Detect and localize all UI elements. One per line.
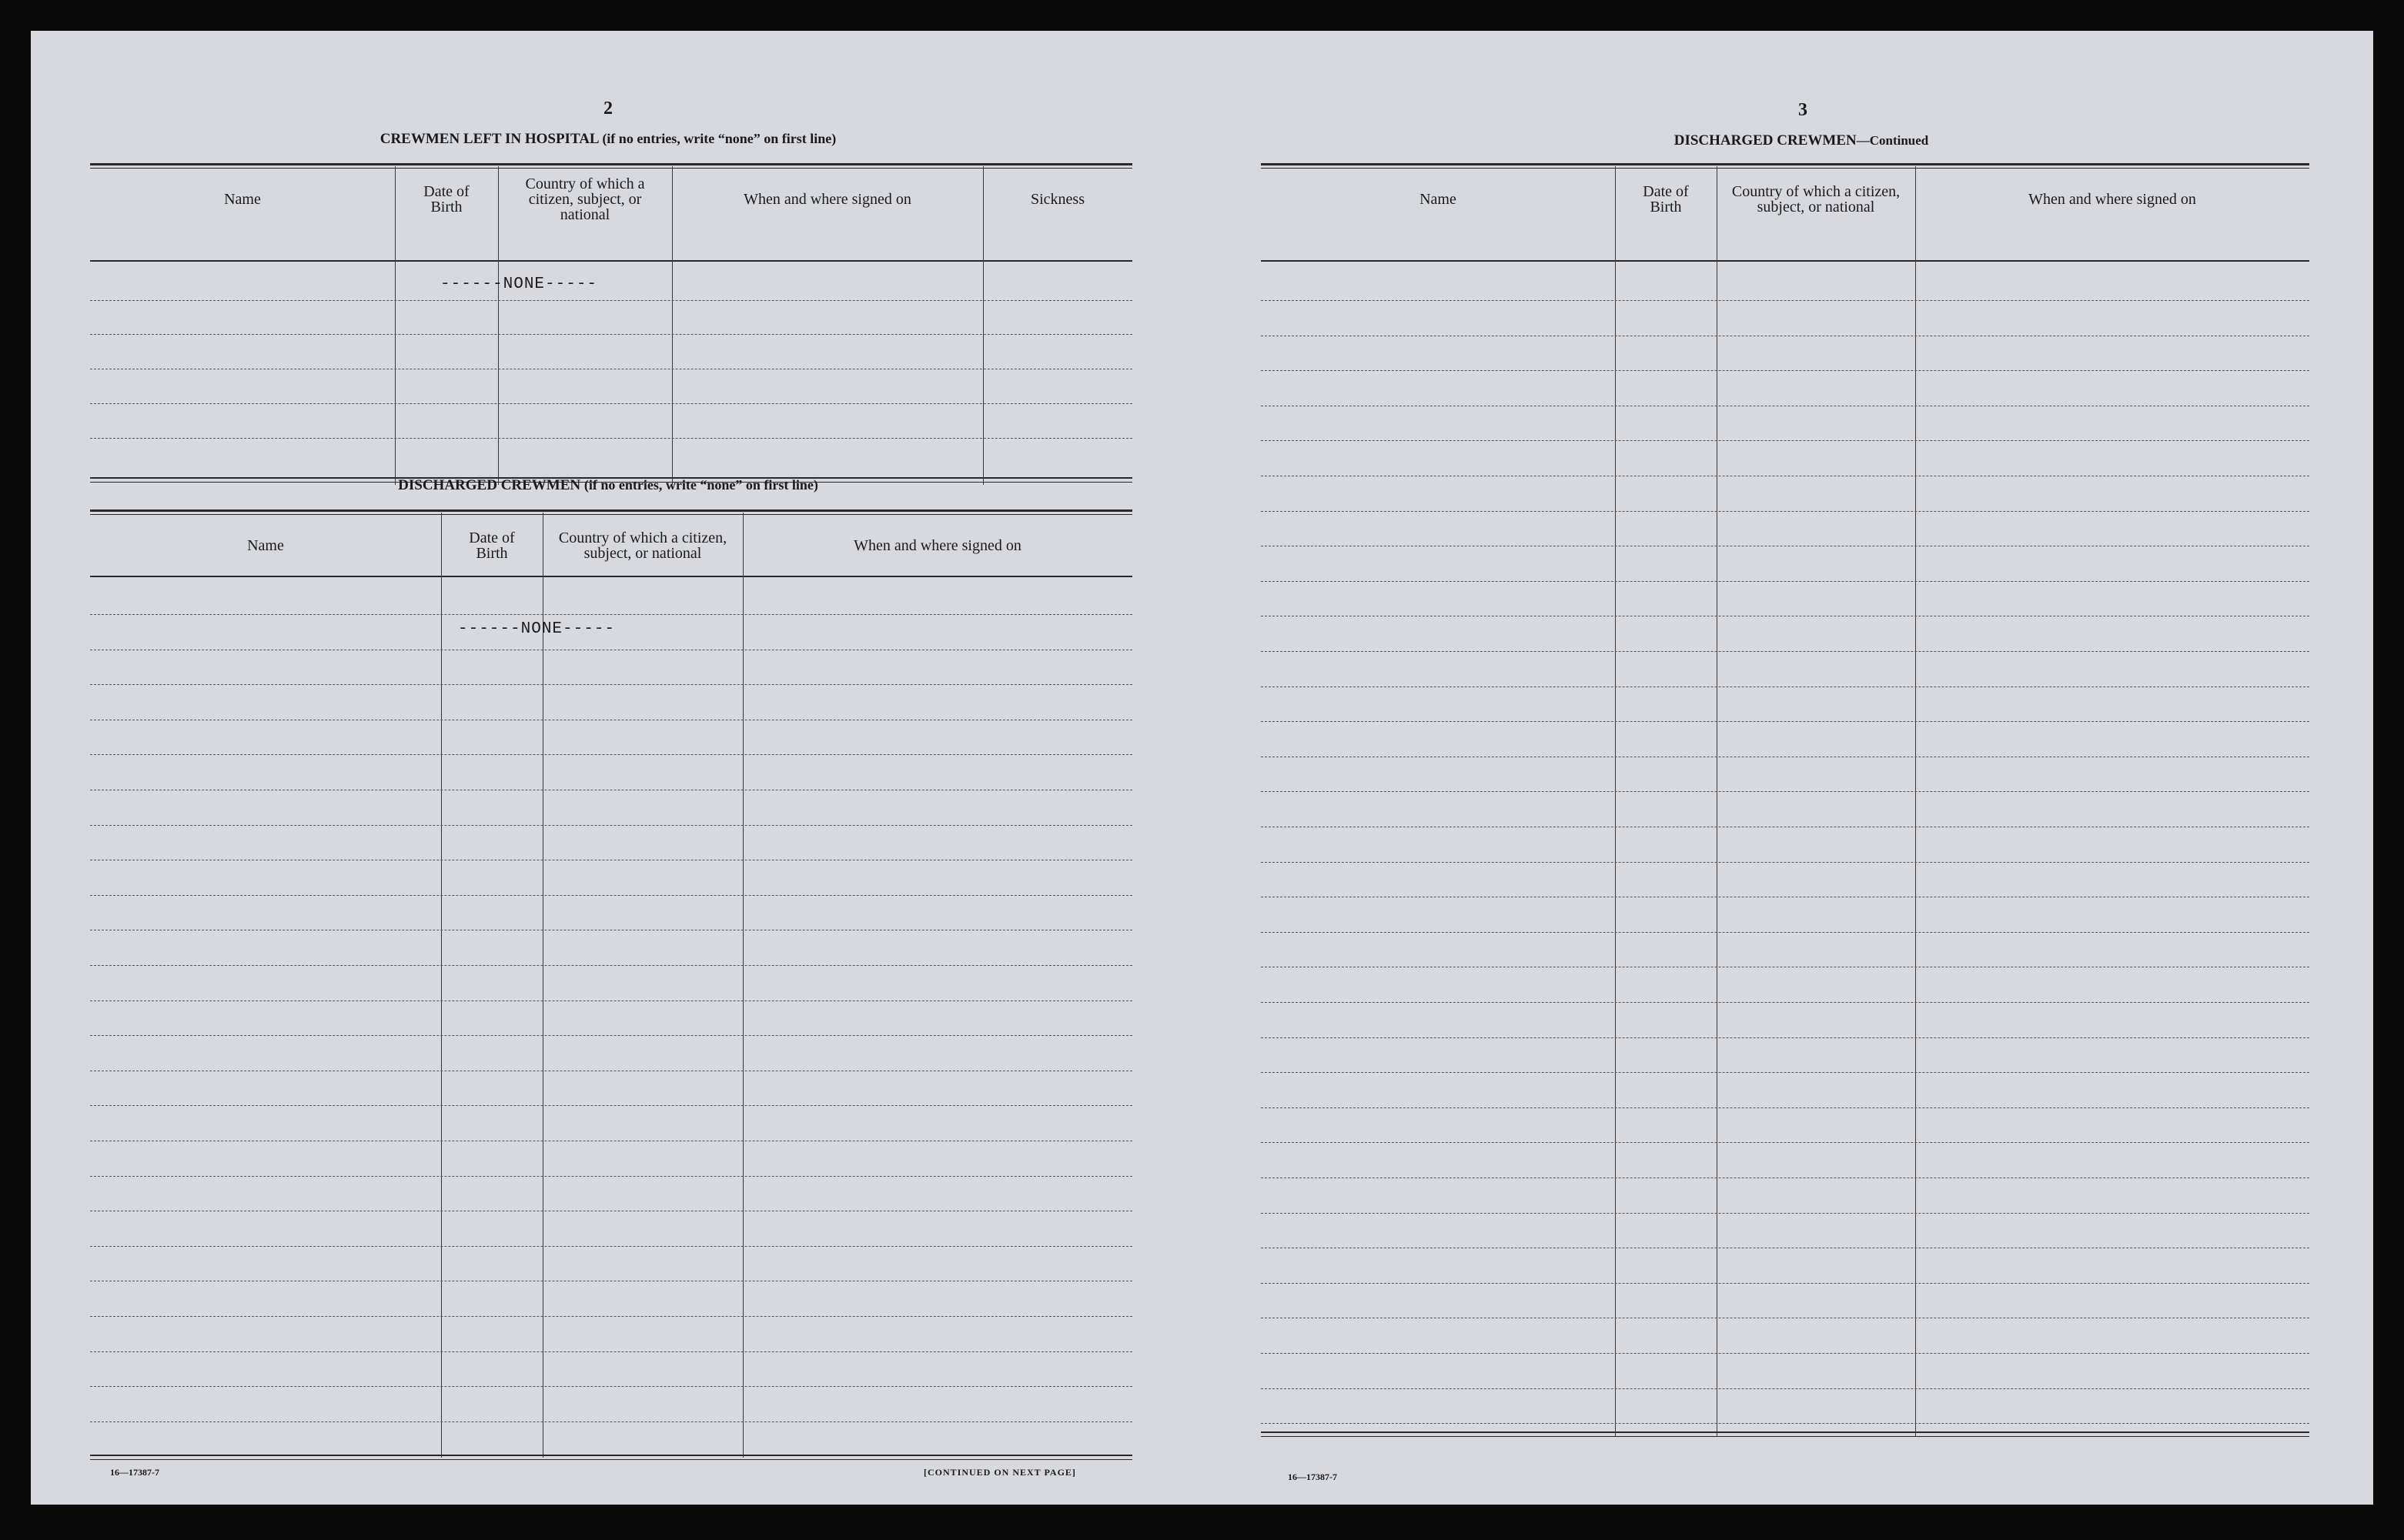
row-rule bbox=[1261, 651, 2309, 652]
hospital-title-note: (if no entries, write “none” on first line) bbox=[602, 131, 837, 146]
column-header-name: Name bbox=[247, 537, 284, 554]
column-divider bbox=[1615, 166, 1616, 1436]
table-bottom-rule bbox=[90, 1455, 1132, 1456]
document-paper bbox=[31, 31, 2373, 1505]
continued-title-text: DISCHARGED CREWMEN bbox=[1673, 132, 1857, 149]
row-rule bbox=[1261, 1283, 2309, 1284]
row-rule bbox=[1261, 511, 2309, 512]
column-divider bbox=[983, 166, 984, 485]
row-rule bbox=[1261, 1423, 2309, 1424]
column-header-name: Name bbox=[224, 191, 261, 208]
discharged-title-note: (if no entries, write “none” on first line) bbox=[583, 477, 818, 493]
row-rule bbox=[90, 334, 1132, 335]
discharged-title-text: DISCHARGED CREWMEN bbox=[398, 477, 581, 493]
row-rule bbox=[90, 1000, 1132, 1001]
typed-entry-none: ------NONE----- bbox=[440, 276, 598, 293]
row-rule bbox=[90, 965, 1132, 966]
discharged-continued-title bbox=[1278, 132, 2325, 149]
header-bottom-rule bbox=[90, 260, 1132, 262]
row-rule bbox=[90, 1351, 1132, 1352]
column-divider bbox=[1915, 166, 1916, 1436]
form-number: 16—17387-7 bbox=[110, 1467, 159, 1478]
column-divider bbox=[672, 166, 673, 485]
row-rule bbox=[90, 300, 1132, 301]
row-rule bbox=[1261, 862, 2309, 863]
column-header-sickness: Sickness bbox=[1031, 191, 1085, 208]
row-rule bbox=[1261, 440, 2309, 441]
table-bottom-rule bbox=[1261, 1436, 2309, 1437]
row-rule bbox=[90, 825, 1132, 826]
row-rule bbox=[1261, 1353, 2309, 1354]
column-header-country: Country of which a citizen, subject, or national bbox=[1731, 183, 1901, 215]
column-header-signed-on: When and where signed on bbox=[854, 537, 1021, 554]
column-header-country: Country of which a citizen, subject, or national bbox=[525, 175, 645, 223]
row-rule bbox=[90, 754, 1132, 755]
row-rule bbox=[90, 895, 1132, 896]
row-rule bbox=[1261, 300, 2309, 301]
column-header-date-of-birth: Date of Birth bbox=[469, 529, 515, 562]
row-rule bbox=[1261, 1142, 2309, 1143]
continued-suffix: —Continued bbox=[1856, 133, 1929, 148]
row-rule bbox=[90, 1176, 1132, 1177]
page-number: 2 bbox=[604, 99, 613, 119]
column-header-date-of-birth: Date of Birth bbox=[423, 183, 470, 215]
table-top-rule bbox=[1261, 168, 2309, 169]
table-top-rule bbox=[1261, 163, 2309, 165]
column-header-signed-on: When and where signed on bbox=[2028, 191, 2196, 208]
row-rule bbox=[1261, 581, 2309, 582]
row-rule bbox=[1261, 721, 2309, 722]
row-rule bbox=[90, 614, 1132, 615]
row-rule bbox=[90, 1035, 1132, 1036]
column-divider bbox=[395, 166, 396, 485]
left-page bbox=[31, 31, 1185, 1505]
header-bottom-rule bbox=[1261, 260, 2309, 262]
table-top-rule bbox=[90, 509, 1132, 512]
row-rule bbox=[1261, 686, 2309, 687]
row-rule bbox=[1261, 932, 2309, 933]
table-bottom-rule bbox=[1261, 1431, 2309, 1433]
row-rule bbox=[1261, 1037, 2309, 1038]
discharged-continued-table bbox=[1261, 163, 2309, 1472]
row-rule bbox=[1261, 791, 2309, 792]
row-rule bbox=[1261, 1107, 2309, 1108]
table-top-rule bbox=[90, 163, 1132, 165]
column-header-country: Country of which a citizen, subject, or national bbox=[558, 529, 727, 562]
row-rule bbox=[90, 684, 1132, 685]
table-top-rule bbox=[90, 514, 1132, 515]
right-page bbox=[1201, 31, 2373, 1505]
row-rule bbox=[1261, 1002, 2309, 1003]
row-rule bbox=[90, 1421, 1132, 1422]
row-rule bbox=[90, 438, 1132, 439]
hospital-section-title bbox=[108, 131, 1108, 148]
row-rule bbox=[90, 1316, 1132, 1317]
row-rule bbox=[90, 1105, 1132, 1106]
row-rule bbox=[90, 403, 1132, 404]
discharged-table bbox=[90, 509, 1132, 1464]
hospital-title-text: CREWMEN LEFT IN HOSPITAL bbox=[379, 131, 599, 147]
row-rule bbox=[1261, 1072, 2309, 1073]
form-number: 16—17387-7 bbox=[1288, 1472, 1337, 1482]
row-rule bbox=[1261, 1213, 2309, 1214]
row-rule bbox=[90, 1246, 1132, 1247]
column-header-date-of-birth: Date of Birth bbox=[1643, 183, 1689, 215]
page-number: 3 bbox=[1798, 100, 1807, 120]
column-header-name: Name bbox=[1419, 191, 1456, 208]
header-bottom-rule bbox=[90, 576, 1132, 577]
column-header-signed-on: When and where signed on bbox=[744, 191, 911, 208]
row-rule bbox=[90, 1386, 1132, 1387]
typed-entry-none: ------NONE----- bbox=[458, 620, 616, 638]
table-top-rule bbox=[90, 168, 1132, 169]
hospital-table bbox=[90, 163, 1132, 485]
table-bottom-rule bbox=[90, 1459, 1132, 1460]
continued-note: [CONTINUED ON NEXT PAGE] bbox=[924, 1467, 1076, 1478]
discharged-section-title bbox=[108, 477, 1108, 494]
column-divider bbox=[498, 166, 499, 485]
row-rule bbox=[1261, 370, 2309, 371]
row-rule bbox=[1261, 1388, 2309, 1389]
